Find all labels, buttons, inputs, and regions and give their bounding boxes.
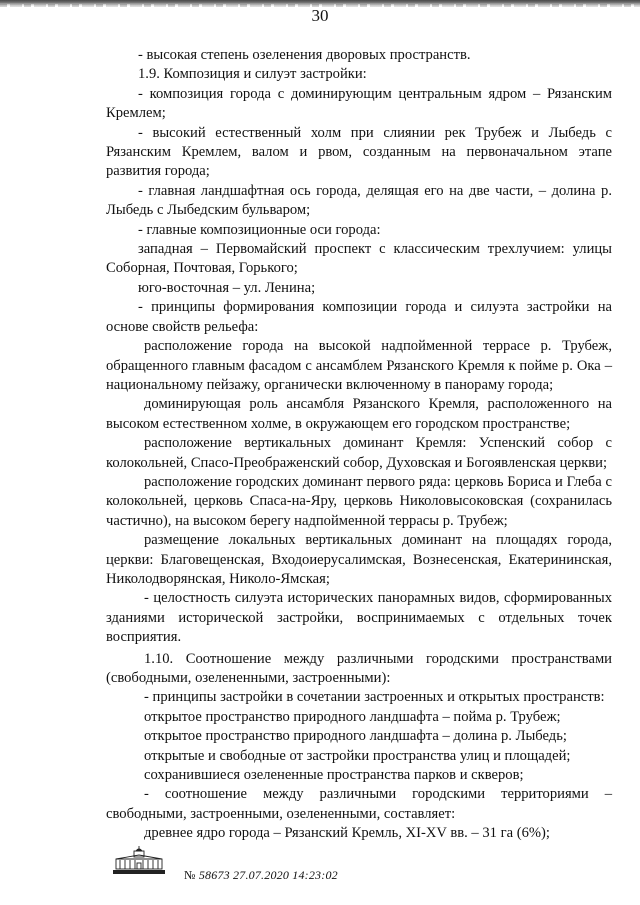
paragraph: - высокая степень озеленения дворовых пространств.	[138, 47, 471, 63]
building-emblem-icon	[110, 844, 168, 876]
paragraph: размещение локальных вертикальных доминант на площадях города, церкви: Благовещенская, Входоиерусалимская, Вознесенская, Екатерининская, Николодворянская, Николо-Ямская;	[106, 532, 612, 587]
list-item: - принципы застройки в сочетании застроенных и открытых пространств:	[144, 689, 605, 706]
paragraph: западная – Первомайский проспект с классическим трехлучием: улицы Соборная, Почтовая, Горького;	[106, 241, 612, 277]
paragraph: доминирующая роль ансамбля Рязанского Кремля, расположенного на высоком естественном холме, в окружающем его городском пространстве;	[106, 396, 612, 432]
paragraph: сохранившиеся озелененные пространства парков и скверов;	[144, 767, 524, 784]
list-item: - композиция города с доминирующим центральным ядром – Рязанским Кремлем;	[106, 85, 612, 122]
paragraph: древнее ядро города – Рязанский Кремль, XI-XV вв. – 31 га (6%);	[144, 825, 550, 842]
stamp-number-sign: №	[184, 868, 196, 882]
paragraph: открытые и свободные от застройки пространства улиц и площадей;	[144, 747, 571, 764]
section-heading: 1.10. Соотношение между различными городскими пространствами (свободными, озелененными, застроенными):	[106, 650, 612, 686]
stamp-text: 58673 27.07.2020 14:23:02	[198, 868, 338, 882]
document-body	[106, 46, 612, 844]
list-item: - принципы формирования композиции города и силуэта застройки на основе свойств рельефа:	[106, 299, 612, 335]
document-stamp	[184, 868, 338, 883]
list-item: - целостность силуэта исторических панорамных видов, сформированных зданиями исторической застройки, воспринимаемых с отдельных точек восприятия.	[106, 590, 612, 646]
paragraph: открытое пространство природного ландшафта – долина р. Лыбедь;	[144, 728, 567, 745]
page-number: 30	[311, 6, 329, 25]
list-item: - главная ландшафтная ось города, делящая его на две части, – долина р. Лыбедь с Лыбедским бульваром;	[106, 182, 612, 219]
list-item: - главные композиционные оси города:	[138, 221, 381, 238]
section-heading: 1.9. Композиция и силуэт застройки:	[138, 66, 367, 83]
list-item: - высокий естественный холм при слиянии рек Трубеж и Лыбедь с Рязанским Кремлем, валом и рвом, созданным на первоначальном этапе развития города;	[106, 124, 612, 180]
paragraph: расположение городских доминант первого ряда: церковь Бориса и Глеба с колокольней, церковь Спаса-на-Яру, церковь Николовысоковская (сохранилась частично), на высоком берегу надпойменной террасы р. Трубеж;	[106, 473, 612, 529]
paragraph: расположение вертикальных доминант Кремля: Успенский собор с колокольней, Спасо-Преображенский собор, Духовская и Богоявленская церкви;	[106, 435, 612, 471]
paragraph: расположение города на высокой надпойменной террасе р. Трубеж, обращенного главным фасадом с ансамблем Рязанского Кремля к пойме р. Ока – национальному пейзажу, органически включенному в панораму города;	[106, 338, 612, 393]
paragraph: открытое пространство природного ландшафта – пойма р. Трубеж;	[144, 708, 561, 725]
list-item: - соотношение между различными городскими территориями – свободными, застроенными, озелененными, составляет:	[106, 786, 612, 822]
paragraph: юго-восточная – ул. Ленина;	[138, 279, 316, 296]
